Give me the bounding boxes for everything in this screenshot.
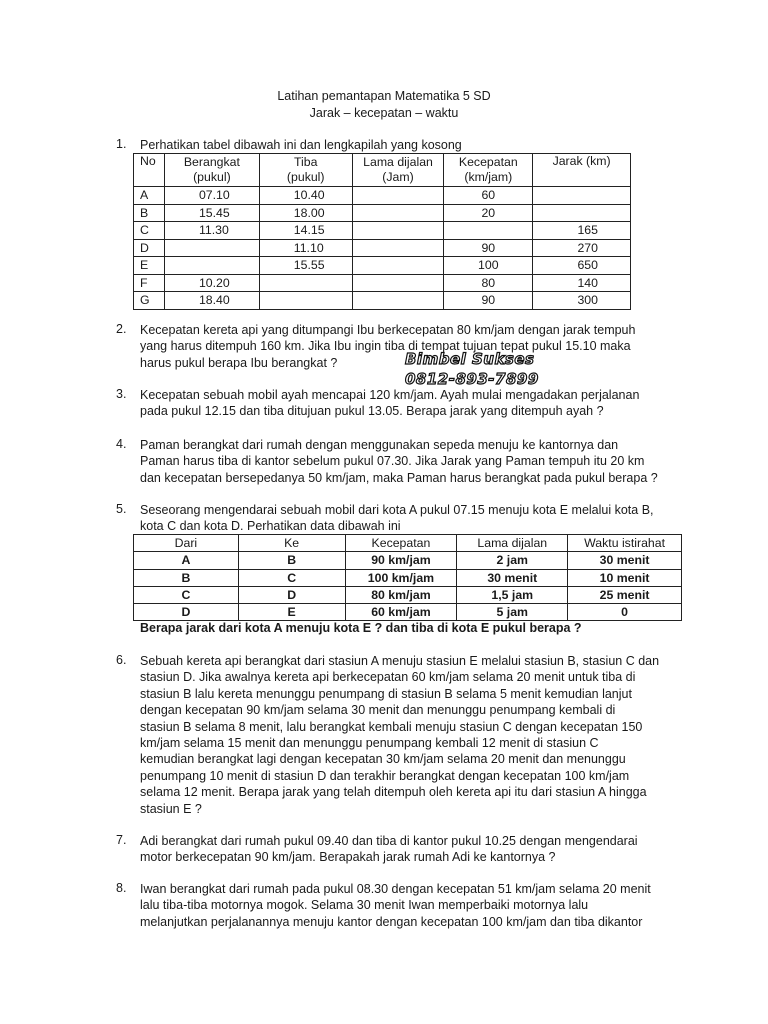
table-row — [134, 274, 631, 292]
table-row — [134, 204, 631, 222]
table-header-row — [134, 154, 631, 187]
question-line: Seseorang mengendarai sebuah mobil dari kota A pukul 07.15 menuju kota E melalui kota B, — [140, 503, 654, 517]
table-row — [134, 292, 631, 310]
question-4-number: 4. — [116, 437, 127, 451]
question-line: Kecepatan sebuah mobil ayah mencapai 120 km/jam. Ayah mulai mengadakan perjalanan — [140, 388, 640, 402]
table-cell — [352, 239, 444, 257]
header-kecepatan — [444, 154, 533, 187]
question-6-number: 6. — [116, 653, 127, 667]
question-5-text — [140, 502, 680, 535]
table-cell: 14.15 — [259, 222, 352, 240]
header-lama-dijalan — [352, 154, 444, 187]
table-cell: 5 jam — [457, 604, 568, 621]
table-cell: D — [238, 586, 345, 603]
table-cell: 100 — [444, 257, 533, 275]
header-tiba — [259, 154, 352, 187]
completion-table — [133, 153, 631, 310]
table-row — [134, 187, 631, 205]
table-cell: C — [238, 569, 345, 586]
table-cell — [164, 257, 259, 275]
table-cell: 90 km/jam — [345, 552, 457, 569]
table-cell: 100 km/jam — [345, 569, 457, 586]
header-label: Tiba — [293, 155, 318, 169]
table-cell: F — [134, 274, 165, 292]
table-cell: C — [134, 222, 165, 240]
question-line: Paman harus tiba di kantor sebelum pukul 07.30. Jika Jarak yang Paman tempuh itu 20 km — [140, 454, 645, 469]
table-cell — [352, 274, 444, 292]
question-7-text — [140, 833, 680, 866]
table-cell: 10.20 — [164, 274, 259, 292]
header-waktu-istirahat: Waktu istirahat — [568, 535, 682, 552]
table-cell: E — [238, 604, 345, 621]
header-dari: Dari — [134, 535, 239, 552]
question-5-number: 5. — [116, 502, 127, 516]
question-line: motor berkecepatan 90 km/jam. Berapakah jarak rumah Adi ke kantornya ? — [140, 850, 556, 865]
table-cell: 60 — [444, 187, 533, 205]
question-8-text — [140, 881, 680, 930]
header-label: Jarak (km) — [552, 154, 611, 168]
question-line: stasiun B selama 8 menit, lalu berangkat kembali menuju stasiun C dengan kecepatan 150 — [140, 719, 643, 734]
table-cell: 15.45 — [164, 204, 259, 222]
table-cell — [533, 187, 631, 205]
question-1-number: 1. — [116, 137, 127, 151]
header-lama-dijalan: Lama dijalan — [457, 535, 568, 552]
question-line: dan kecepatan bersepedanya 50 km/jam, maka Paman harus berangkat pada pukul berapa ? — [140, 470, 658, 485]
table-cell — [259, 292, 352, 310]
table-cell: 20 — [444, 204, 533, 222]
table-cell: A — [134, 552, 239, 569]
table-cell: G — [134, 292, 165, 310]
question-line: kota C dan kota D. Perhatikan data dibawah ini — [140, 519, 401, 534]
table-cell: 18.00 — [259, 204, 352, 222]
question-line: pada pukul 12.15 dan tiba ditujuan pukul 13.05. Berapa jarak yang ditempuh ayah ? — [140, 404, 604, 419]
question-line: harus pukul berapa Ibu berangkat ? — [140, 355, 338, 370]
question-line: lalu tiba-tiba motornya mogok. Selama 30 menit Iwan memperbaiki motornya lalu — [140, 898, 589, 913]
question-6-text — [140, 653, 680, 817]
question-line: dengan kecepatan 90 km/jam selama 30 menit dan menunggu penumpang kembali di — [140, 703, 616, 718]
table-cell: B — [134, 569, 239, 586]
table-cell: A — [134, 187, 165, 205]
question-line: Perhatikan tabel dibawah ini dan lengkapilah yang kosong — [140, 138, 462, 152]
question-2-number: 2. — [116, 322, 127, 336]
question-1-text — [140, 137, 680, 153]
question-line: selama 12 menit. Berapa jarak yang telah ditempuh oleh kereta api itu dari stasiun A hingga — [140, 785, 647, 800]
header-unit: (pukul) — [193, 170, 231, 184]
table-cell: 165 — [533, 222, 631, 240]
question-8-number: 8. — [116, 881, 127, 895]
question-line: melanjutkan perjalanannya menuju kantor dengan kecepatan 100 km/jam dan tiba dikantor — [140, 914, 643, 929]
table-cell: 11.10 — [259, 239, 352, 257]
table-row — [134, 239, 631, 257]
table-cell: 80 km/jam — [345, 586, 457, 603]
header-kecepatan: Kecepatan — [345, 535, 457, 552]
header-berangkat — [164, 154, 259, 187]
header-label: Kecepatan — [458, 155, 518, 169]
table-cell: 90 — [444, 239, 533, 257]
question-3-text — [140, 387, 680, 420]
question-line: km/jam selama 15 menit dan menunggu penumpang kembali 12 menit di stasiun C — [140, 736, 599, 751]
table-cell — [352, 257, 444, 275]
question-line: Iwan berangkat dari rumah pada pukul 08.30 dengan kecepatan 51 km/jam selama 20 menit — [140, 882, 651, 896]
table-cell: 30 menit — [457, 569, 568, 586]
table-cell: C — [134, 586, 239, 603]
header-label: No — [140, 154, 156, 168]
table-cell: 10.40 — [259, 187, 352, 205]
header-ke: Ke — [238, 535, 345, 552]
question-line: Kecepatan kereta api yang ditumpangi Ibu berkecepatan 80 km/jam dengan jarak tempuh — [140, 323, 636, 337]
table-cell: 270 — [533, 239, 631, 257]
table-cell: 1,5 jam — [457, 586, 568, 603]
header-label: Lama dijalan — [363, 155, 433, 169]
header-unit: (Jam) — [382, 170, 414, 184]
table-row — [134, 604, 682, 621]
question-3-number: 3. — [116, 387, 127, 401]
question-5-followup: Berapa jarak dari kota A menuju kota E ? dan tiba di kota E pukul berapa ? — [140, 621, 582, 635]
question-line: stasiun E ? — [140, 801, 202, 816]
table-cell: 25 menit — [568, 586, 682, 603]
question-line: stasiun B lalu kereta menunggu penumpang di stasiun B selama 5 menit kemudian lanjut — [140, 686, 632, 701]
table-row — [134, 586, 682, 603]
table-cell: 0 — [568, 604, 682, 621]
table-row — [134, 552, 682, 569]
table-cell — [444, 222, 533, 240]
worksheet-title: Latihan pemantapan Matematika 5 SD — [277, 89, 491, 103]
header-unit: (pukul) — [286, 170, 325, 184]
question-7-number: 7. — [116, 833, 127, 847]
table-cell: 60 km/jam — [345, 604, 457, 621]
question-line: penumpang 10 menit di stasiun D dan terakhir berangkat dengan kecepatan 100 km/jam — [140, 768, 630, 783]
table-cell: 140 — [533, 274, 631, 292]
table-cell: B — [134, 204, 165, 222]
watermark-phone: 0812-893-7899 — [405, 370, 539, 388]
table-cell — [352, 222, 444, 240]
table-cell: B — [238, 552, 345, 569]
question-line: Paman berangkat dari rumah dengan menggunakan sepeda menuju ke kantornya dan — [140, 438, 619, 452]
table-cell: 07.10 — [164, 187, 259, 205]
table-row — [134, 222, 631, 240]
table-cell: 80 — [444, 274, 533, 292]
table-cell: 18.40 — [164, 292, 259, 310]
table-cell — [352, 187, 444, 205]
worksheet-subtitle: Jarak – kecepatan – waktu — [309, 106, 459, 120]
table-cell: E — [134, 257, 165, 275]
table-cell: 300 — [533, 292, 631, 310]
table-cell: D — [134, 604, 239, 621]
question-line: kemudian berangkat lagi dengan kecepatan 30 km/jam selama 20 menit dan menunggu — [140, 752, 626, 767]
table-header-row — [134, 535, 682, 552]
table-cell: 10 menit — [568, 569, 682, 586]
table-cell: 15.55 — [259, 257, 352, 275]
route-table — [133, 534, 682, 621]
table-cell — [259, 274, 352, 292]
header-no — [134, 154, 165, 187]
header-unit: (km/jam) — [464, 170, 513, 184]
question-line: Sebuah kereta api berangkat dari stasiun A menuju stasiun E melalui stasiun B, stasiun C dan — [140, 654, 660, 668]
table-cell: 30 menit — [568, 552, 682, 569]
question-line: Adi berangkat dari rumah pukul 09.40 dan tiba di kantor pukul 10.25 dengan mengendarai — [140, 834, 638, 848]
header-label: Berangkat — [183, 155, 240, 169]
table-cell — [164, 239, 259, 257]
table-cell — [533, 204, 631, 222]
table-cell: 90 — [444, 292, 533, 310]
table-cell: 2 jam — [457, 552, 568, 569]
question-line: stasiun D. Jika awalnya kereta api berkecepatan 60 km/jam selama 20 menit untuk tiba di — [140, 670, 636, 685]
table-cell: 650 — [533, 257, 631, 275]
table-cell — [352, 292, 444, 310]
header-jarak — [533, 154, 631, 187]
table-row — [134, 257, 631, 275]
question-line: yang harus ditempuh 160 km. Jika Ibu ingin tiba di tempat tujuan tepat pukul 15.10 maka — [140, 339, 631, 354]
table-cell: D — [134, 239, 165, 257]
table-row — [134, 569, 682, 586]
table-cell — [352, 204, 444, 222]
question-4-text — [140, 437, 680, 486]
watermark-name: Bimbel Sukses — [405, 350, 535, 368]
table-cell: 11.30 — [164, 222, 259, 240]
